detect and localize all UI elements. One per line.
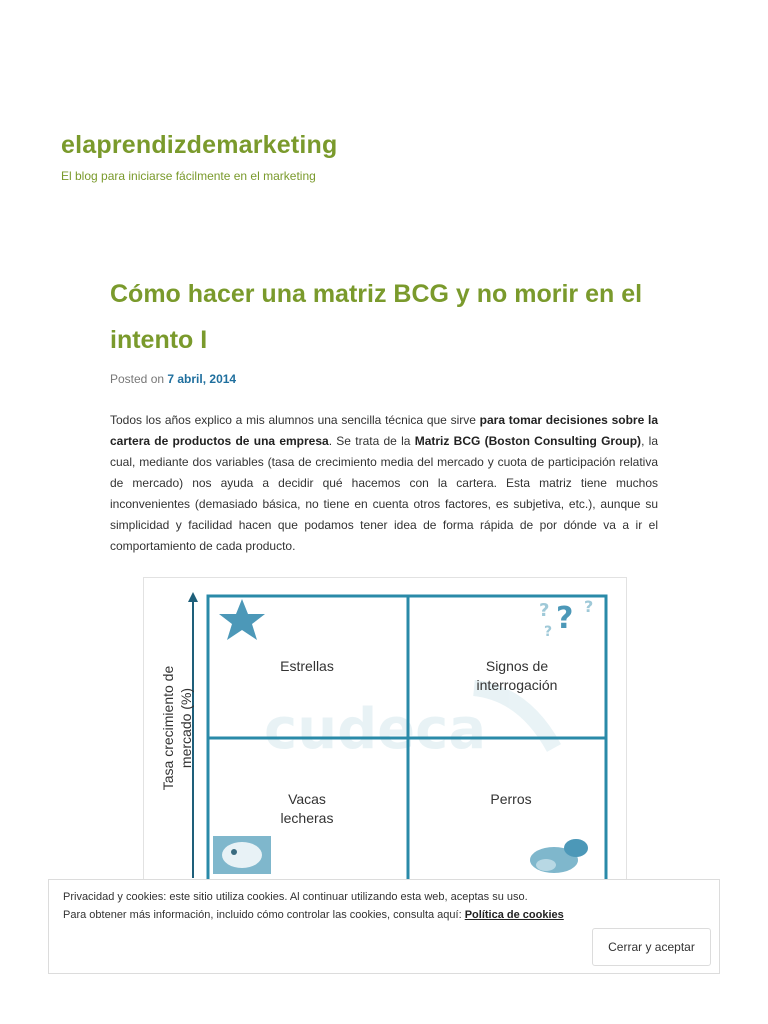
cookie-line-1: Privacidad y cookies: este sitio utiliza cookies. Al continuar utilizando esta web, aceptas su uso. xyxy=(63,891,528,903)
post-body xyxy=(110,410,658,557)
post-date-link[interactable]: 7 abril, 2014 xyxy=(167,372,237,386)
site-title[interactable]: elaprendizdemarketing xyxy=(61,131,338,159)
y-axis-label: Tasa crecimiento de mercado (%) xyxy=(160,665,194,791)
close-accept-button[interactable]: Cerrar y aceptar xyxy=(592,928,711,966)
post-meta xyxy=(110,372,236,386)
svg-text:?: ? xyxy=(539,600,550,621)
body-text-3: , la cual, mediante dos variables (tasa de crecimiento media del mercado y cuota de participación relativa de mercado) nos ayuda a decidir qué hacemos con la cartera. Esta matriz tiene muchos inconvenientes (demasiado básica, no tiene en cuenta otros factores, es subjetiva, etc.), aunque su simplicidad y facilidad hacen que podamos tener idea de forma rápida de por dónde va a ir el comportamiento de cada producto. xyxy=(110,434,658,553)
svg-text:?: ? xyxy=(556,601,574,636)
cow-icon xyxy=(213,836,271,874)
body-text-1: Todos los años explico a mis alumnos una sencilla técnica que sirve xyxy=(110,413,480,427)
body-text-2: . Se trata de la xyxy=(328,434,415,448)
quadrant-cows-label: Vacas lecheras xyxy=(280,791,334,826)
posted-on-label: Posted on xyxy=(110,372,168,386)
cookie-policy-link[interactable]: Política de cookies xyxy=(464,909,564,921)
cookie-banner xyxy=(48,879,720,974)
body-bold-1: para tomar decisiones sobre la cartera de productos de una empresa xyxy=(110,413,658,448)
site-description: El blog para iniciarse fácilmente en el marketing xyxy=(61,169,316,183)
svg-text:?: ? xyxy=(544,624,553,640)
cookie-text xyxy=(63,888,564,924)
dog-icon xyxy=(530,839,588,873)
quadrant-stars-label: Estrellas xyxy=(280,658,334,674)
cookie-line-2: Para obtener más información, incluido cómo controlar las cookies, consulta aquí: Política de cookies xyxy=(63,909,564,921)
bcg-matrix-graphic xyxy=(144,578,626,888)
body-bold-2: Matriz BCG (Boston Consulting Group) xyxy=(414,434,642,448)
quadrant-dogs-label: Perros xyxy=(490,791,532,807)
star-icon xyxy=(219,599,265,640)
bcg-matrix-image[interactable] xyxy=(143,577,627,889)
svg-text:?: ? xyxy=(584,597,594,616)
svg-text:cudeca: cudeca xyxy=(264,697,487,762)
post-title[interactable]: Cómo hacer una matriz BCG y no morir en el intento I xyxy=(110,280,643,354)
question-marks-icon xyxy=(539,597,593,640)
quadrant-question-label: Signos de interrogación xyxy=(476,658,558,693)
